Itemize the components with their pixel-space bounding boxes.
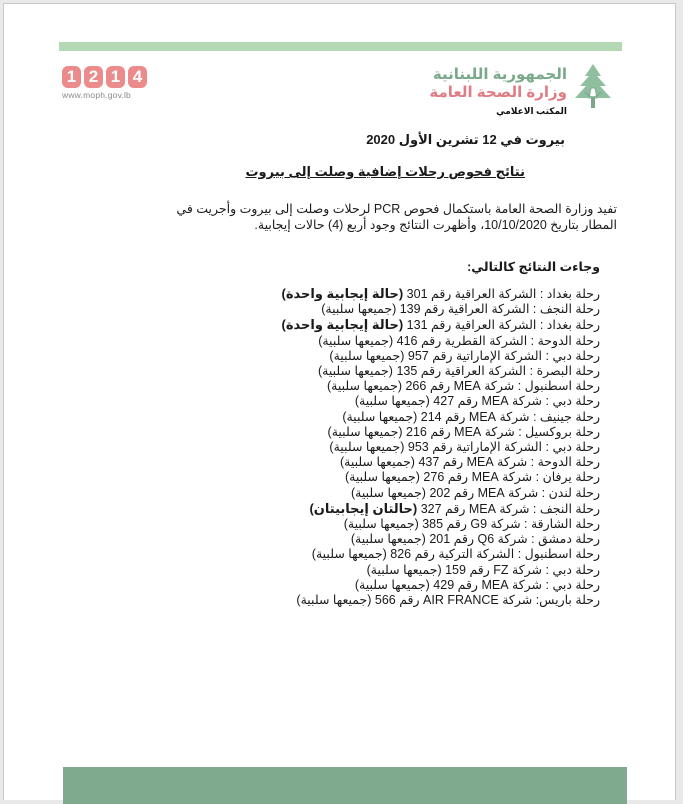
flight-description: رحلة باريس: شركة AIR FRANCE رقم 566 <box>374 593 600 608</box>
flight-result-item <box>180 425 600 440</box>
flight-result-item <box>180 334 600 349</box>
flight-description: رحلة النجف : شركة MEA رقم 327 <box>420 501 600 516</box>
republic-name: الجمهورية اللبنانية <box>432 66 567 83</box>
flight-result-item <box>180 317 600 333</box>
flight-description: رحلة النجف : الشركة العراقية رقم 139 <box>399 302 600 317</box>
media-office-name: المكتب الاعلامي <box>496 106 567 116</box>
flight-description: رحلة دبي : شركة FZ رقم 159 <box>445 562 600 577</box>
flight-result-item <box>180 470 600 485</box>
document-page <box>3 3 676 800</box>
positive-result: (حالة إيجابية واحدة) <box>281 317 404 333</box>
flight-result-item <box>180 455 600 470</box>
negative-result: (جميعها سلبية) <box>342 409 418 424</box>
flight-result-item <box>180 410 600 425</box>
negative-result: (جميعها سلبية) <box>317 364 393 379</box>
negative-result: (جميعها سلبية) <box>354 577 430 592</box>
flight-description: رحلة اسطنبول : شركة MEA رقم 266 <box>405 379 600 394</box>
flight-result-item <box>180 593 600 608</box>
flight-description: رحلة الدوحة : الشركة القطرية رقم 416 <box>396 333 600 348</box>
flight-description: رحلة البصرة : الشركة العراقية رقم 135 <box>396 364 600 379</box>
flight-description: رحلة جينيف : شركة MEA رقم 214 <box>420 409 600 424</box>
flight-result-item <box>180 517 600 532</box>
flight-result-item <box>180 532 600 547</box>
header-green-bar <box>59 42 622 51</box>
negative-result: (جميعها سلبية) <box>366 562 442 577</box>
flight-result-item <box>180 394 600 409</box>
negative-result: (جميعها سلبية) <box>343 517 419 532</box>
flight-description: رحلة يرفان : شركة MEA رقم 276 <box>423 470 600 485</box>
date-line: بيروت في 12 تشرين الأول 2020 <box>366 132 565 147</box>
flight-description: رحلة اسطنبول : الشركة التركية رقم 826 <box>390 547 600 562</box>
flight-result-item <box>180 286 600 302</box>
hotline-digit: 1 <box>106 66 125 88</box>
flight-result-item <box>180 486 600 501</box>
flight-description: رحلة دبي : شركة MEA رقم 427 <box>433 394 600 409</box>
negative-result: (جميعها سلبية) <box>339 455 415 470</box>
flight-result-item <box>180 578 600 593</box>
flight-description: رحلة دبي : الشركة الإماراتية رقم 953 <box>407 440 600 455</box>
negative-result: (جميعها سلبية) <box>329 440 405 455</box>
flight-result-item <box>180 440 600 455</box>
flight-description: رحلة الشارقة : شركة G9 رقم 385 <box>422 517 600 532</box>
negative-result: (جميعها سلبية) <box>350 485 426 500</box>
footer-green-bar <box>63 767 627 804</box>
flight-result-item <box>180 501 600 517</box>
hotline-digit: 1 <box>62 66 81 88</box>
headline: نتائج فحوص رحلات إضافية وصلت إلى بيروت <box>245 164 525 179</box>
negative-result: (جميعها سلبية) <box>311 547 387 562</box>
negative-result: (جميعها سلبية) <box>296 593 372 608</box>
negative-result: (جميعها سلبية) <box>327 379 402 394</box>
intro-line: المطار بتاريخ 10/10/2020، وأظهرت النتائج وجود أربع (4) حالات إيجابية. <box>254 218 617 232</box>
positive-result: (حالتان إيجابيتان) <box>309 500 418 516</box>
cedar-tree-icon <box>571 62 615 112</box>
hotline-number <box>62 66 162 88</box>
negative-result: (جميعها سلبية) <box>354 394 430 409</box>
flight-result-item <box>180 379 600 394</box>
flight-description: رحلة لندن : شركة MEA رقم 202 <box>429 485 600 500</box>
results-label: وجاءت النتائج كالتالي: <box>467 260 600 274</box>
hotline-logo <box>62 66 162 100</box>
negative-result: (جميعها سلبية) <box>321 302 397 317</box>
negative-result: (جميعها سلبية) <box>329 348 405 363</box>
flight-result-item <box>180 364 600 379</box>
ministry-logo-text <box>429 66 567 118</box>
website-url: www.moph.gov.lb <box>62 90 131 100</box>
flight-result-item <box>180 547 600 562</box>
negative-result: (جميعها سلبية) <box>344 470 420 485</box>
ministry-name: وزارة الصحة العامة <box>429 84 567 101</box>
positive-result: (حالة إيجابية واحدة) <box>281 286 404 301</box>
flight-result-item <box>180 563 600 578</box>
flight-description: رحلة الدوحة : شركة MEA رقم 437 <box>418 455 600 470</box>
flight-description: رحلة بغداد : الشركة العراقية رقم 131 <box>406 318 600 333</box>
negative-result: (جميعها سلبية) <box>350 532 426 547</box>
flight-description: رحلة دمشق : شركة Q6 رقم 201 <box>429 532 600 547</box>
flight-description: رحلة دبي : شركة MEA رقم 429 <box>433 577 600 592</box>
intro-paragraph <box>147 201 617 233</box>
negative-result: (جميعها سلبية) <box>318 333 394 348</box>
intro-line: تفيد وزارة الصحة العامة باستكمال فحوص PCR لرحلات وصلت إلى بيروت وأجريت في <box>176 202 617 216</box>
flight-result-item <box>180 302 600 317</box>
hotline-digit: 4 <box>128 66 147 88</box>
flight-results-list <box>180 286 600 608</box>
flight-description: رحلة دبي : الشركة الإماراتية رقم 957 <box>407 348 600 363</box>
flight-description: رحلة بغداد : الشركة العراقية رقم 301 <box>406 287 600 301</box>
negative-result: (جميعها سلبية) <box>327 424 403 439</box>
flight-result-item <box>180 349 600 364</box>
flight-description: رحلة بروكسيل : شركة MEA رقم 216 <box>406 424 600 439</box>
hotline-digit: 2 <box>84 66 103 88</box>
